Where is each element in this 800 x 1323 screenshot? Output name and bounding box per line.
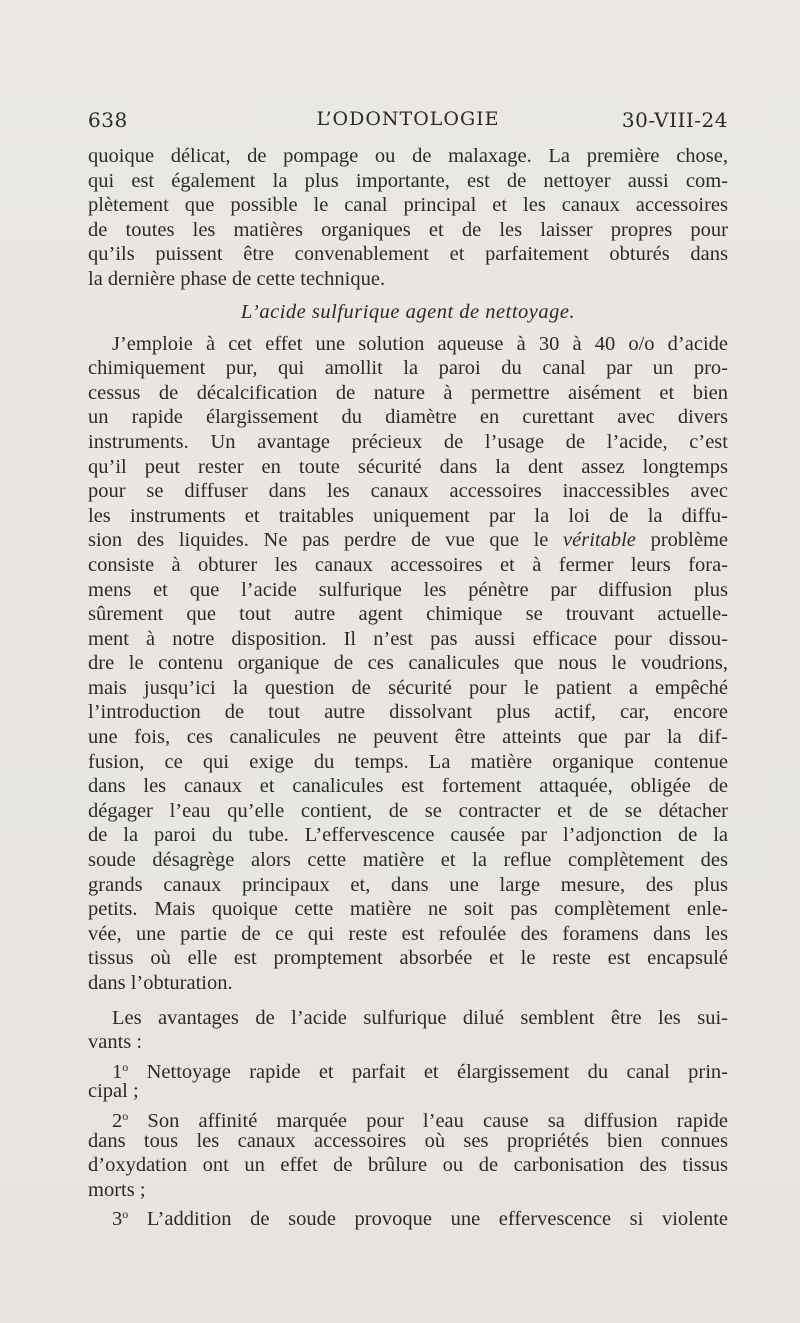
item-number: 3 bbox=[112, 1208, 123, 1231]
text-line: de la paroi du tube. L’effervescence causée par l’adjonction de la bbox=[88, 824, 728, 847]
text-line: dégager l’eau qu’elle contient, de se contracter et de se détacher bbox=[88, 799, 728, 822]
list-item-2 bbox=[88, 1104, 728, 1202]
ordinal-mark: o bbox=[122, 1108, 129, 1123]
text-line: dans les canaux et canalicules est fortement attaquée, obligée de bbox=[88, 775, 728, 798]
text-line: mais jusqu’ici la question de sécurité pour le patient a empêché bbox=[88, 676, 728, 699]
text-line: petits. Mais quoique cette matière ne soit pas complètement enle- bbox=[88, 898, 728, 921]
emphasis: véritable bbox=[563, 529, 636, 552]
section-heading: L’acide sulfurique agent de nettoyage. bbox=[240, 300, 576, 323]
text-line: Les avantages de l’acide sulfurique dilué semblent être les sui- bbox=[112, 1006, 728, 1029]
text-line: consiste à obturer les canaux accessoires et à fermer leurs fora- bbox=[88, 553, 728, 576]
text-line: morts ; bbox=[88, 1178, 146, 1201]
text-line: de toutes les matières organiques et de les laisser propres pour bbox=[88, 218, 728, 241]
text-line: instruments. Un avantage précieux de l’usage de l’acide, c’est bbox=[88, 430, 728, 453]
text-line: grands canaux principaux et, dans une large mesure, des plus bbox=[88, 873, 728, 896]
body-text bbox=[88, 144, 729, 1231]
text-line: la dernière phase de cette technique. bbox=[88, 267, 386, 290]
text-line: vants : bbox=[88, 1031, 143, 1054]
text-line: qu’ils puissent être convenablement et parfaitement obturés dans bbox=[88, 243, 728, 266]
text-segment: sion des liquides. Ne pas perdre de vue que le bbox=[88, 529, 564, 552]
text-line: qu’il peut rester en toute sécurité dans la dent assez longtemps bbox=[88, 455, 728, 478]
ordinal-mark: o bbox=[122, 1059, 129, 1074]
text-line: fusion, ce qui exige du temps. La matière organique contenue bbox=[88, 750, 728, 773]
paragraph-1 bbox=[88, 144, 728, 292]
paragraph-3 bbox=[88, 1006, 728, 1055]
text-line: quoique délicat, de pompage ou de malaxage. La première chose, bbox=[88, 145, 728, 167]
text-line bbox=[88, 528, 728, 553]
text-line: sûrement que tout autre agent chimique se trouvant actuelle- bbox=[88, 603, 728, 626]
text-segment: Nettoyage rapide et parfait et élargissement du canal prin- bbox=[146, 1060, 729, 1083]
ordinal-mark: o bbox=[122, 1207, 129, 1222]
text-line: l’introduction de tout autre dissolvant plus actif, car, encore bbox=[88, 701, 728, 724]
text-line: J’emploie à cet effet une solution aqueuse à 30 à 40 o/o d’acide bbox=[112, 332, 728, 355]
text-line: cipal ; bbox=[88, 1080, 139, 1103]
text-line: les instruments et traitables uniquement par la loi de la diffu- bbox=[88, 504, 728, 527]
text-segment: L’addition de soude provoque une effervescence si violente bbox=[146, 1208, 729, 1231]
text-line: une fois, ces canalicules ne peuvent être atteints que par la dif- bbox=[88, 726, 728, 749]
text-line: d’oxydation ont un effet de brûlure ou de carbonisation des tissus bbox=[88, 1154, 728, 1177]
text-line: dre le contenu organique de ces canalicules que nous le voudrions, bbox=[88, 652, 728, 675]
list-item-1 bbox=[88, 1055, 728, 1104]
text-line: dans l’obturation. bbox=[88, 972, 233, 994]
text-line: cessus de décalcification de nature à permettre aisément et bien bbox=[88, 381, 728, 404]
text-line: un rapide élargissement du diamètre en curettant avec divers bbox=[88, 406, 728, 429]
text-segment: problème bbox=[635, 529, 728, 552]
text-line: ment à notre disposition. Il n’est pas aussi efficace pour dissou- bbox=[88, 627, 728, 650]
text-line: soude désagrège alors cette matière et la reflue complètement des bbox=[88, 849, 728, 872]
running-header bbox=[88, 108, 728, 138]
text-line bbox=[88, 1202, 729, 1231]
journal-title: L’ODONTOLOGIE bbox=[316, 108, 500, 130]
text-line bbox=[88, 1055, 729, 1083]
text-line: qui est également la plus importante, est de nettoyer aussi com- bbox=[88, 169, 728, 192]
text-line: plètement que possible le canal principal et les canaux accessoires bbox=[88, 194, 728, 217]
text-line bbox=[88, 1104, 729, 1132]
page-number: 638 bbox=[88, 108, 128, 132]
issue-date: 30-VIII-24 bbox=[621, 108, 728, 132]
item-number: 2 bbox=[112, 1109, 123, 1132]
text-line: chimiquement pur, qui amollit la paroi du canal par un pro- bbox=[88, 357, 728, 380]
text-line: dans tous les canaux accessoires où ses propriétés bien connues bbox=[88, 1129, 728, 1152]
text-line: vée, une partie de ce qui reste est refoulée des foramens dans les bbox=[88, 922, 728, 945]
paragraph-2 bbox=[88, 332, 728, 996]
list-item-3 bbox=[88, 1202, 729, 1231]
text-line: mens et que l’acide sulfurique les pénètre par diffusion plus bbox=[88, 578, 728, 601]
text-line: tissus où elle est promptement absorbée et le reste est encapsulé bbox=[88, 947, 728, 970]
item-number: 1 bbox=[112, 1060, 123, 1083]
text-segment: Son affinité marquée pour l’eau cause sa diffusion rapide bbox=[147, 1109, 729, 1132]
text-line: pour se diffuser dans les canaux accessoires inaccessibles avec bbox=[88, 480, 728, 503]
